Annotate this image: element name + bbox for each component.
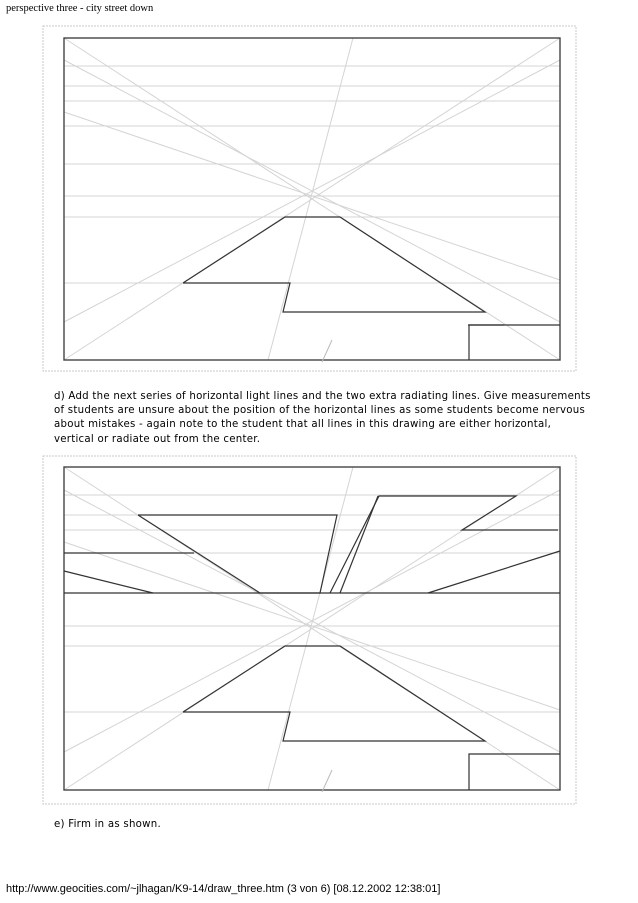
page-header-title: perspective three - city street down — [6, 3, 154, 14]
page-footer-url[interactable]: http://www.geocities.com/~jlhagan/K9-14/draw_three.htm (3 von 6) [08.12.2002 12:38:01] — [6, 883, 441, 895]
building-outlines — [64, 496, 560, 790]
step-d-caption: d) Add the next series of horizontal light lines and the two extra radiating lines. Give measurements of students are unsure about the position of the horizontal lines as some students become nervous about mistakes - again note to the student that all lines in this drawing are either horizontal, vertical or radiate out from the center. — [54, 391, 591, 445]
horizontal-guidelines — [64, 495, 560, 712]
step-e-caption: e) Firm in as shown. — [54, 819, 161, 830]
sketch-mark — [322, 770, 332, 792]
